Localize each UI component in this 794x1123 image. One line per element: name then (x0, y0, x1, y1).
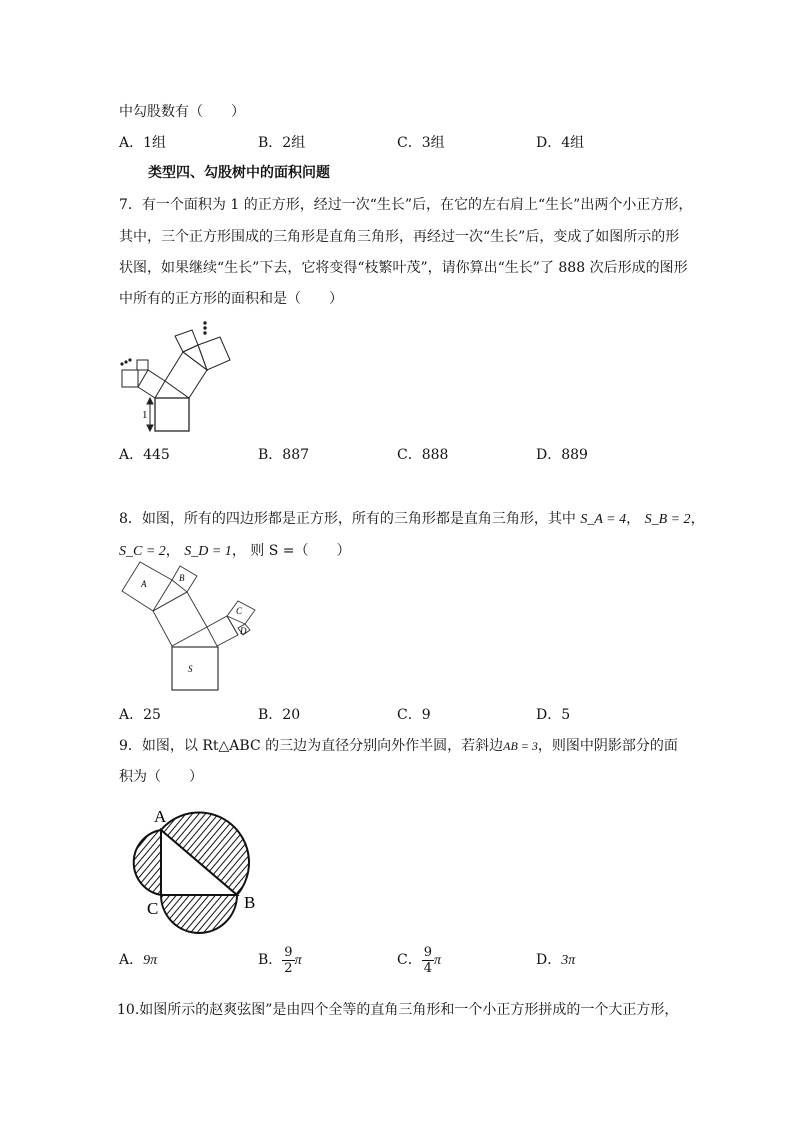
option-prefix: B． (258, 952, 283, 968)
q9-line-1 (119, 736, 678, 756)
q7-option-b: B．887 (258, 447, 310, 463)
q6-option-b: B．2组 (258, 135, 306, 151)
option-prefix: C． (397, 952, 422, 968)
q9-option-c (397, 937, 441, 984)
fig9-label-c: C (147, 899, 159, 918)
q7-option-a: A．445 (119, 447, 170, 463)
section-heading: 类型四、勾股树中的面积问题 (148, 165, 330, 181)
q8-line-2: S_C = 2， S_D = 1， 则 S =（ ） (119, 543, 351, 559)
q10-line-1: 10.如图所示的赵爽弦图”是由四个全等的直角三角形和一个小正方形拼成的一个大正方形， (117, 1002, 679, 1018)
q8-sb: S_B = 2 (644, 512, 691, 527)
option-value: 9π (143, 953, 158, 968)
fig9-label-a: A (154, 807, 167, 826)
q8-option-c: C．9 (397, 707, 431, 723)
pi-symbol: π (434, 953, 442, 968)
fig9-label-b: B (244, 893, 256, 912)
fig8-label-d: D (240, 626, 247, 636)
fig8-label-s: S (188, 664, 193, 674)
fig8-label-c: C (236, 606, 243, 616)
numerator: 9 (423, 944, 432, 960)
pythagoras-tree-figure (121, 322, 230, 431)
q7-line-4: 中所有的正方形的面积和是（ ） (119, 291, 343, 307)
fraction (282, 945, 294, 976)
q6-text: 中勾股数有（ ） (119, 104, 245, 120)
q8-question: 则 S =（ ） (250, 543, 351, 559)
q8-sc: S_C = 2 (119, 544, 166, 559)
q8-option-b: B．20 (258, 707, 301, 723)
numerator: 9 (284, 944, 293, 960)
q8-option-a: A．25 (119, 707, 161, 723)
fig8-label-b: B (179, 573, 185, 583)
fraction (422, 945, 434, 976)
q9-option-d (536, 950, 575, 971)
q7-option-d: D．889 (536, 447, 588, 463)
fig8-label-a: A (141, 579, 147, 589)
q9-text-a: 9．如图，以 Rt△ABC 的三边为直径分别向外作半圆，若斜边 (119, 738, 504, 754)
q7-option-c: C．888 (397, 447, 449, 463)
q8-line-1: 8．如图，所有的四边形都是正方形，所有的三角形都是直角三角形，其中 S_A = 4， S_B = 2， (119, 511, 705, 527)
fig7-label: 1 (142, 409, 148, 421)
q9-option-b (258, 937, 302, 984)
q8-sd: S_D = 1 (184, 544, 232, 559)
q9-ab: AB = 3 (503, 739, 538, 753)
q9-line-2: 积为（ ） (119, 769, 203, 785)
denominator: 4 (423, 960, 432, 976)
q8-sa: S_A = 4 (580, 512, 627, 527)
q6-option-d: D．4组 (536, 135, 585, 151)
q7-line-1: 7．有一个面积为 1 的正方形，经过一次“生长”后，在它的左右肩上“生长”出两个小正方形， (119, 197, 693, 213)
q7-line-3: 状图，如果继续“生长”下去，它将变得“枝繁叶茂”，请你算出“生长”了 888 次后形成的图形 (119, 260, 688, 276)
q6-option-c: C．3组 (397, 135, 445, 151)
pi-symbol: π (294, 953, 302, 968)
q8-text: 8．如图，所有的四边形都是正方形，所有的三角形都是直角三角形，其中 (119, 511, 576, 527)
q7-line-2: 其中，三个正方形围成的三角形是直角三角形，再经过一次“生长”后，变成了如图所示的形 (119, 229, 680, 245)
q8-option-d: D．5 (536, 707, 571, 723)
option-prefix: A． (119, 952, 144, 968)
denominator: 2 (284, 960, 293, 976)
q9-text-b: ，则图中阴影部分的面 (537, 738, 678, 754)
option-value: 3π (561, 953, 576, 968)
q6-option-a: A．1组 (119, 135, 167, 151)
option-prefix: D． (536, 952, 562, 968)
q9-option-a (119, 950, 157, 971)
